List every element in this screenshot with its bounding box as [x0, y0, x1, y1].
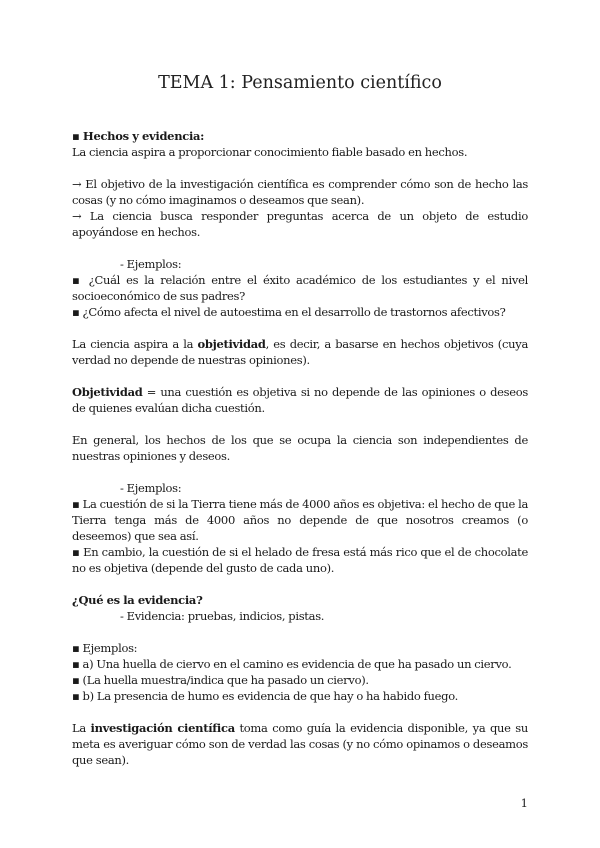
examples-label-2: - Ejemplos:: [120, 481, 182, 495]
page-title: TEMA 1: Pensamiento científico: [158, 73, 442, 93]
document-body: [72, 128, 528, 768]
section-heading-evidencia: ¿Qué es la evidencia?: [72, 593, 203, 607]
examples-label-3: ▪ Ejemplos:: [72, 641, 138, 655]
example-1-1: ▪ ¿Cuál es la relación entre el éxito académico de los estudiantes y el nivel socioeconómico de sus padres?: [72, 273, 528, 303]
definition-objetividad: [72, 384, 528, 416]
paragraph-intro: La ciencia aspira a proporcionar conocimiento fiable basado en hechos.: [72, 145, 468, 159]
page-number: 1: [520, 796, 528, 810]
example-3-2: ▪ (La huella muestra/indica que ha pasado un ciervo).: [72, 673, 369, 687]
section-heading-hechos: ▪ Hechos y evidencia:: [72, 129, 205, 143]
bold-term: Objetividad: [72, 385, 143, 399]
examples-label-1: - Ejemplos:: [120, 257, 182, 271]
example-3-1: ▪ a) Una huella de ciervo en el camino es evidencia de que ha pasado un ciervo.: [72, 657, 512, 671]
example-2-1: ▪ La cuestión de si la Tierra tiene más de 4000 años es objetiva: el hecho de que la Tierra tenga más de 4000 años no depende de que nosotros creamos (o deseemos) que sea así.: [72, 497, 528, 543]
paragraph-investigacion: [72, 720, 528, 768]
text-segment: La: [72, 721, 91, 735]
paragraph-general: En general, los hechos de los que se ocupa la ciencia son independientes de nuestras opiniones y deseos.: [72, 433, 528, 463]
arrow-point-2: → La ciencia busca responder preguntas acerca de un objeto de estudio apoyándose en hechos.: [72, 209, 528, 239]
evidence-definition: - Evidencia: pruebas, indicios, pistas.: [120, 609, 325, 623]
arrow-point-1: → El objetivo de la investigación científica es comprender cómo son de hecho las cosas (y no cómo imaginamos o deseamos que sean).: [72, 177, 528, 207]
bold-term: investigación científica: [90, 721, 235, 735]
text-segment: La ciencia aspira a la: [72, 337, 198, 351]
example-3-3: ▪ b) La presencia de humo es evidencia de que hay o ha habido fuego.: [72, 689, 458, 703]
text-segment: = una cuestión es objetiva si no depende de las opiniones o deseos de quienes evalúan dicha cuestión.: [72, 385, 528, 415]
bold-term: objetividad: [197, 337, 266, 351]
example-1-2: ▪ ¿Cómo afecta el nivel de autoestima en el desarrollo de trastornos afectivos?: [72, 305, 506, 319]
paragraph-objetividad: [72, 336, 528, 368]
text-segment: toma como guía la evidencia disponible, ya que su meta es averiguar cómo son de verdad las cosas (y no cómo opinamos o deseamos que sean).: [72, 721, 528, 767]
text-segment: , es decir, a basarse en hechos objetivos (cuya verdad no depende de nuestras opiniones).: [72, 337, 528, 367]
example-2-2: ▪ En cambio, la cuestión de si el helado de fresa está más rico que el de chocolate no es objetiva (depende del gusto de cada uno).: [72, 545, 528, 575]
